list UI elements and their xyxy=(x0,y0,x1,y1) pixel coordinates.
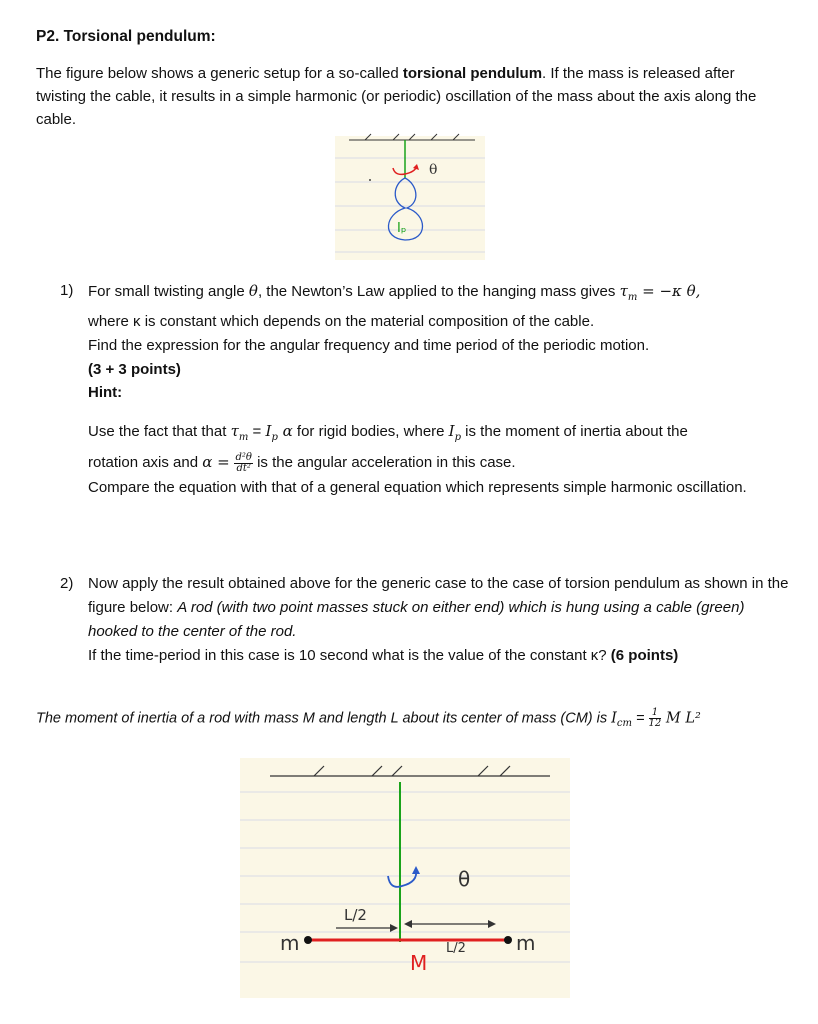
moi-tail: M L² xyxy=(661,710,701,727)
q1-line3: Find the expression for the angular frequency and time period of the periodic motion. xyxy=(88,337,650,354)
q2-line3 xyxy=(88,644,790,668)
hint-tau-sub: m xyxy=(238,432,249,443)
figure2-svg xyxy=(240,758,570,998)
hint-tau: τ xyxy=(230,422,239,440)
q1-tau: τ xyxy=(619,282,628,300)
moi-i: I xyxy=(611,710,617,727)
fig2-right-mass xyxy=(504,936,512,944)
moi-frac-top: 1 xyxy=(649,708,662,719)
fig2-left-mass xyxy=(304,936,312,944)
q1-line1 xyxy=(88,279,700,310)
moi-eq: = xyxy=(631,710,649,727)
q2-points: (6 points) xyxy=(610,647,679,664)
q1-eq-rhs: = −κ θ, xyxy=(637,282,701,300)
hint-frac-top: d²θ xyxy=(235,451,252,463)
hint-line1-mid: for rigid bodies, where xyxy=(292,423,449,440)
fig2-rod-mass-label: M xyxy=(410,951,428,975)
hint-line1-post: is the moment of inertia about the xyxy=(461,423,688,440)
moment-of-inertia-note xyxy=(36,708,701,729)
q1-line1-pre: For small twisting angle xyxy=(88,283,249,300)
fig2-m-left-label: m xyxy=(280,931,300,955)
q1-points: (3 + 3 points) xyxy=(88,361,181,378)
hint-ip: I xyxy=(265,422,272,440)
hint-ip-sub: p xyxy=(271,432,278,443)
q1-line2: where κ is constant which depends on the material composition of the cable. xyxy=(88,313,595,330)
figure-rod-pendulum xyxy=(240,758,570,998)
hint-text xyxy=(88,419,788,500)
hint-line3: Compare the equation with that of a general equation which represents simple harmonic oscillation. xyxy=(88,479,747,496)
problem-title: P2. Torsional pendulum: xyxy=(36,28,216,45)
figure-generic-pendulum xyxy=(335,128,485,260)
hint-ip2: I xyxy=(448,422,455,440)
hint-eq: = xyxy=(248,423,266,440)
fig2-left-half-label: L/2 xyxy=(344,906,367,924)
hint-line1 xyxy=(88,419,788,450)
hint-label: Hint: xyxy=(88,384,123,401)
hint-fraction xyxy=(234,453,252,474)
question-1 xyxy=(60,279,780,382)
intro-bold-term: torsional pendulum xyxy=(402,65,543,82)
hint-ip2-sub: p xyxy=(454,432,462,443)
q1-tau-sub: m xyxy=(627,292,638,303)
hint-alpha-eq: α = xyxy=(202,453,235,471)
moi-text: The moment of inertia of a rod with mass M and length L about its center of mass (CM) is xyxy=(36,710,612,727)
q1-number: 1) xyxy=(60,282,74,299)
fig1-mass-label: Iₚ xyxy=(397,221,407,236)
fig2-right-half-label: L/2 xyxy=(446,941,466,956)
hint-alpha: α xyxy=(277,422,293,440)
moi-fraction xyxy=(649,708,662,729)
moi-frac-bot: 12 xyxy=(648,718,662,729)
intro-paragraph xyxy=(36,62,776,131)
q2-line3-pre: If the time-period in this case is 10 second what is the value of the constant κ? xyxy=(88,647,611,664)
q1-line1-mid: , the Newton’s Law applied to the hanging mass gives xyxy=(257,283,620,300)
hint-line2-post: is the angular acceleration in this case. xyxy=(252,454,516,471)
moi-i-sub: cm xyxy=(616,718,632,730)
q2-line1: Now apply the result obtained above for the generic case to the case of torsion pendulum as shown in the figure below: xyxy=(88,575,789,616)
hint-line2-pre: rotation axis and xyxy=(88,454,203,471)
fig1-theta-label: θ xyxy=(429,162,438,178)
intro-after: . If the mass is released after twisting the cable, it results in a simple harmonic (or periodic) oscillation of the mass about the axis along the cable. xyxy=(36,65,757,128)
fig1-paper xyxy=(335,136,485,260)
q2-italic: A rod (with two point masses stuck on either end) which is hung using a cable (green) hooked to the center of the rod. xyxy=(88,599,745,640)
hint-line1-pre: Use the fact that that xyxy=(88,423,231,440)
fig2-m-right-label: m xyxy=(516,931,536,955)
hint-frac-bot: dt² xyxy=(236,462,251,474)
figure1-svg xyxy=(335,128,485,260)
q2-number: 2) xyxy=(60,575,74,592)
intro-before: The figure below shows a generic setup for a so-called xyxy=(36,65,403,82)
hint-line2 xyxy=(88,450,788,475)
fig1-dot xyxy=(369,179,371,181)
fig2-theta-label: θ xyxy=(458,867,471,891)
q1-theta: θ xyxy=(248,282,258,300)
question-2 xyxy=(60,572,790,668)
